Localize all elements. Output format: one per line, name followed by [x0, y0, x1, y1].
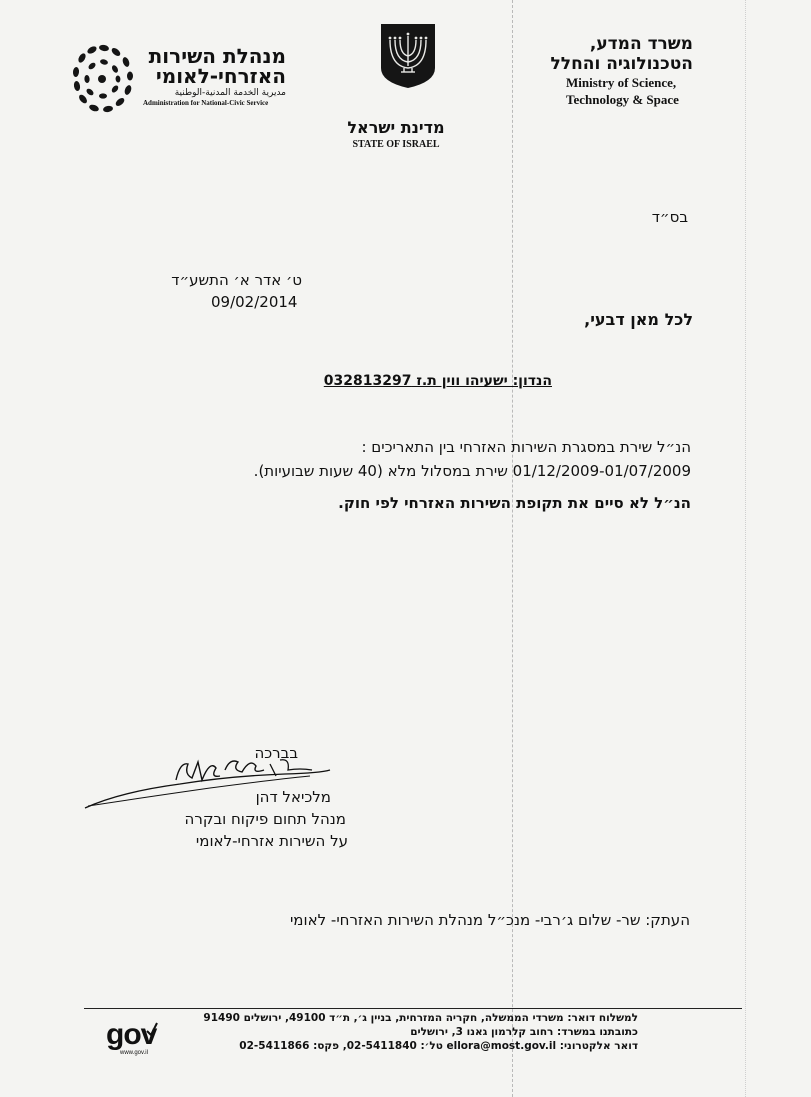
- state-name-hebrew: מדינת ישראל: [347, 118, 445, 137]
- signer-name: מלכיאל דהן: [255, 788, 331, 806]
- admin-name-hebrew: [149, 46, 286, 86]
- admin-he-line2: האזרחי-לאומי: [155, 64, 286, 88]
- handwritten-signature-icon: [80, 740, 340, 820]
- admin-he-line1: מנהלת השירות: [148, 44, 286, 68]
- footer-address-block: [203, 1011, 638, 1053]
- page-fold-line-right: [745, 0, 746, 1097]
- body-line-1: הנ״ל שירת במסגרת השירות האזרחי בין התאריכים :: [361, 438, 691, 456]
- bsd-mark: בס״ד: [651, 208, 688, 226]
- subject-line: הנדון: ישעיהו ווין ת.ז 032813297: [323, 373, 552, 389]
- salutation: לכל מאן דבעי,: [584, 310, 693, 329]
- body-line-3: הנ״ל לא סיים את תקופת השירות האזרחי לפי חוק.: [338, 494, 691, 512]
- ministry-he-line1: משרד המדע,: [589, 34, 693, 54]
- date-hebrew: ט׳ אדר א׳ התשע״ד: [171, 271, 302, 289]
- footer-line-2: כתובתנו במשרד: רחוב קלרמון גאנו 3, ירושלים: [410, 1026, 638, 1038]
- admin-name-english: Administration for National-Civic Service: [143, 99, 269, 107]
- gov-logo-check-icon: [146, 1022, 158, 1036]
- signer-title-1: מנהל תחום פיקוח ובקרה: [184, 810, 346, 828]
- date-gregorian: 09/02/2014: [211, 293, 298, 311]
- gov-logo-text: gov: [106, 1018, 157, 1051]
- ministry-en-line1: Ministry of Science,: [566, 75, 677, 90]
- national-civic-service-logo-icon: [70, 42, 136, 116]
- page-fold-line: [512, 0, 513, 1097]
- ministry-name-hebrew: [551, 34, 693, 74]
- closing: בברכה: [254, 744, 298, 762]
- body-line-2: 01/12/2009-01/07/2009 שירת במסלול מלא (40 שעות שבועיות).: [253, 462, 691, 480]
- gov-logo-subtext: www.gov.il: [120, 1050, 148, 1056]
- admin-name-arabic: مديرية الخدمة المدنية-الوطنية: [174, 88, 286, 98]
- ministry-en-line2: Technology & Space: [566, 92, 679, 107]
- footer-line-1: למשלוח דואר: משרדי הממשלה, חקריה המזרחית, בניין ג׳, ת״ד 49100, ירושלים 91490: [203, 1012, 638, 1024]
- footer-divider: [84, 1008, 742, 1009]
- state-name-english: STATE OF ISRAEL: [352, 139, 440, 150]
- cc-line: העתק: שר- שלום ג׳רבי- מנכ״ל מנהלת השירות האזרחי- לאומי: [289, 911, 690, 929]
- footer-line-3: דואר אלקטרוני: ellora@most.gov.il טל׳: 02-5411840, פקס: 02-5411866: [239, 1040, 638, 1052]
- state-emblem-icon: [379, 22, 437, 90]
- ministry-name-english: [566, 74, 679, 108]
- signer-title-2: על השירות אזרחי-לאומי: [195, 832, 348, 850]
- ministry-he-line2: הטכנולוגיה והחלל: [550, 54, 693, 74]
